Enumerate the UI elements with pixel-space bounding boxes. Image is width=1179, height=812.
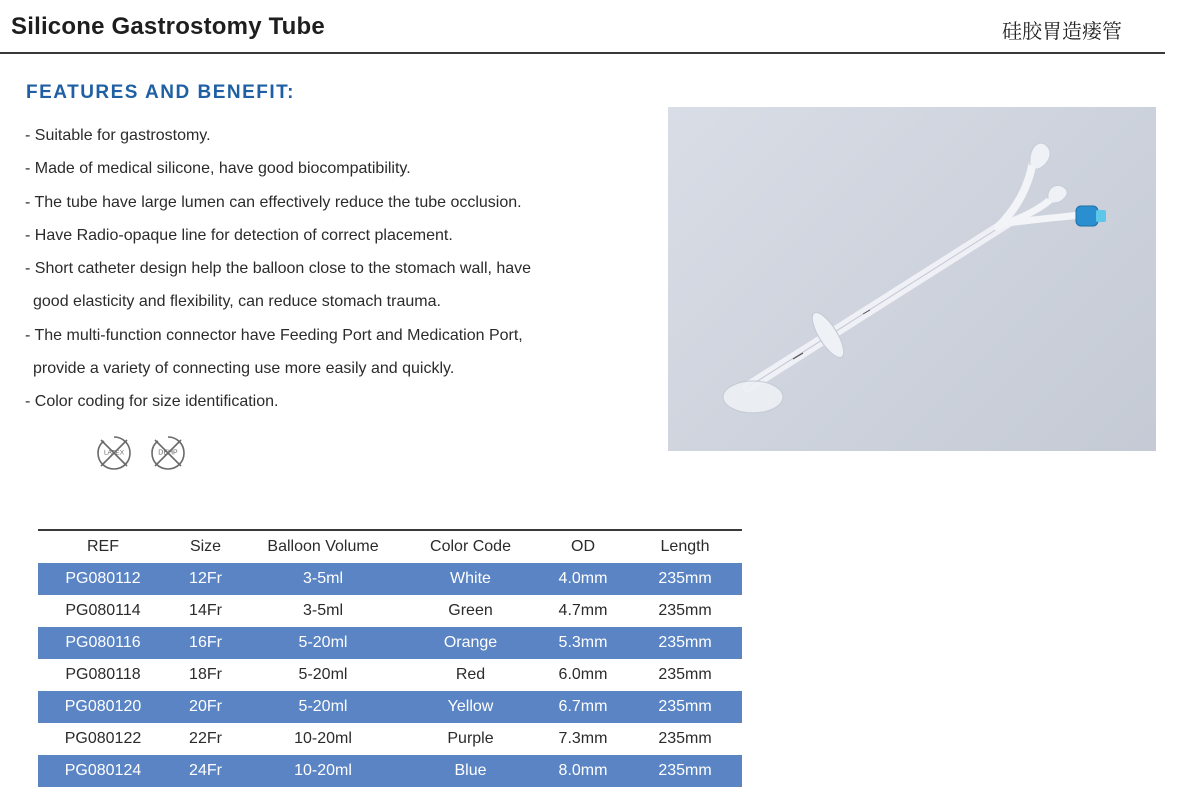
cell-size: 18Fr bbox=[168, 659, 243, 691]
cell-od: 5.3mm bbox=[538, 627, 628, 659]
page-title-chinese: 硅胶胃造瘘管 bbox=[1002, 19, 1122, 43]
cell-od: 4.0mm bbox=[538, 563, 628, 595]
cell-color-code: White bbox=[403, 563, 538, 595]
cell-color-code: Purple bbox=[403, 723, 538, 755]
cell-color-code: Blue bbox=[403, 755, 538, 787]
cell-length: 235mm bbox=[628, 723, 742, 755]
column-header-od: OD bbox=[571, 538, 595, 555]
cell-balloon-volume: 10-20ml bbox=[243, 723, 403, 755]
cell-size: 12Fr bbox=[168, 563, 243, 595]
table-row bbox=[38, 691, 742, 723]
no-latex-icon bbox=[95, 434, 133, 472]
column-header-balloon-volume: Balloon Volume bbox=[267, 538, 379, 555]
table-row bbox=[38, 595, 742, 627]
cell-balloon-volume: 3-5ml bbox=[243, 595, 403, 627]
feature-item bbox=[25, 186, 645, 219]
feature-text: - The tube have large lumen can effectively reduce the tube occlusion. bbox=[25, 193, 522, 211]
cell-length: 235mm bbox=[628, 627, 742, 659]
cell-ref: PG080122 bbox=[38, 723, 168, 755]
feature-text: - Suitable for gastrostomy. bbox=[25, 127, 211, 144]
feature-text: - The multi-function connector have Feeding Port and Medication Port, bbox=[25, 326, 523, 344]
features-list bbox=[25, 119, 645, 419]
cell-color-code: Orange bbox=[403, 627, 538, 659]
no-dehp-icon bbox=[149, 434, 187, 472]
table-row bbox=[38, 723, 742, 755]
cell-color-code: Yellow bbox=[403, 691, 538, 723]
cell-size: 20Fr bbox=[168, 691, 243, 723]
cell-od: 8.0mm bbox=[538, 755, 628, 787]
cell-od: 6.7mm bbox=[538, 691, 628, 723]
cell-balloon-volume: 5-20ml bbox=[243, 627, 403, 659]
cell-size: 14Fr bbox=[168, 595, 243, 627]
no-latex-label: LATEX bbox=[103, 449, 125, 457]
cell-length: 235mm bbox=[628, 563, 742, 595]
column-header-length: Length bbox=[660, 538, 710, 555]
feature-item bbox=[25, 152, 645, 185]
cell-od: 6.0mm bbox=[538, 659, 628, 691]
cell-length: 235mm bbox=[628, 755, 742, 787]
feature-item bbox=[25, 219, 645, 252]
feature-text: - Have Radio-opaque line for detection of correct placement. bbox=[25, 226, 453, 244]
cell-size: 24Fr bbox=[168, 755, 243, 787]
table-row bbox=[38, 659, 742, 691]
table-header-row bbox=[38, 530, 742, 563]
table-row bbox=[38, 563, 742, 595]
table-row bbox=[38, 627, 742, 659]
cell-balloon-volume: 5-20ml bbox=[243, 659, 403, 691]
feature-item bbox=[25, 119, 645, 152]
product-photo bbox=[668, 107, 1156, 451]
feature-item bbox=[25, 319, 645, 386]
material-badges bbox=[95, 434, 187, 472]
column-header-size: Size bbox=[189, 538, 222, 555]
page-header bbox=[0, 0, 1165, 54]
feature-text-continued: good elasticity and flexibility, can reduce stomach trauma. bbox=[33, 293, 441, 311]
feature-text: - Color coding for size identification. bbox=[25, 393, 279, 411]
cell-color-code: Green bbox=[403, 595, 538, 627]
feature-text: - Made of medical silicone, have good biocompatibility. bbox=[25, 160, 411, 178]
feature-item bbox=[25, 252, 645, 319]
cell-ref: PG080114 bbox=[38, 595, 168, 627]
features-heading: FEATURES AND BENEFIT: bbox=[26, 82, 295, 103]
no-dehp-label: DEHP bbox=[158, 449, 178, 457]
cell-length: 235mm bbox=[628, 691, 742, 723]
cell-ref: PG080112 bbox=[38, 563, 168, 595]
gastrostomy-tube-illustration bbox=[668, 107, 1156, 451]
cell-ref: PG080124 bbox=[38, 755, 168, 787]
feature-item bbox=[25, 385, 645, 418]
feature-text: - Short catheter design help the balloon close to the stomach wall, have bbox=[25, 260, 532, 278]
cell-balloon-volume: 10-20ml bbox=[243, 755, 403, 787]
cell-od: 4.7mm bbox=[538, 595, 628, 627]
table-row bbox=[38, 755, 742, 787]
cell-size: 16Fr bbox=[168, 627, 243, 659]
spec-table bbox=[38, 529, 742, 787]
cell-balloon-volume: 5-20ml bbox=[243, 691, 403, 723]
feature-text-continued: provide a variety of connecting use more easily and quickly. bbox=[33, 360, 455, 378]
column-header-color-code: Color Code bbox=[430, 538, 511, 555]
cell-ref: PG080118 bbox=[38, 659, 168, 691]
cell-od: 7.3mm bbox=[538, 723, 628, 755]
cell-size: 22Fr bbox=[168, 723, 243, 755]
page-title: Silicone Gastrostomy Tube bbox=[11, 13, 325, 40]
cell-color-code: Red bbox=[403, 659, 538, 691]
cell-balloon-volume: 3-5ml bbox=[243, 563, 403, 595]
column-header-ref: REF bbox=[87, 538, 119, 555]
cell-length: 235mm bbox=[628, 659, 742, 691]
cell-ref: PG080116 bbox=[38, 627, 168, 659]
cell-length: 235mm bbox=[628, 595, 742, 627]
cell-ref: PG080120 bbox=[38, 691, 168, 723]
